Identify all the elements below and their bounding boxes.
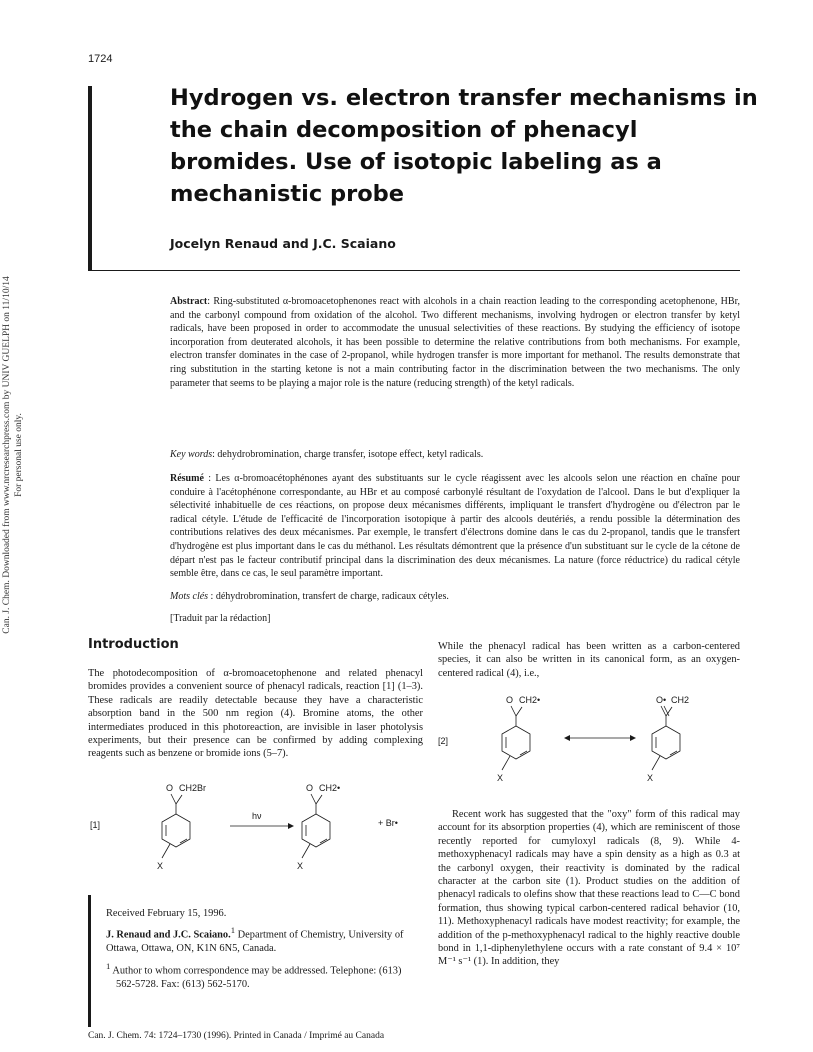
page-number: 1724 <box>88 53 113 65</box>
title-rule-horizontal <box>88 270 740 271</box>
resume-text: : Les α-bromoacétophénones ayant des substituants sur le cycle réagissent avec les alcools selon une réaction en chaîne pour conduire à l'acétophénone correspondante, au HBr et au composé carbonylé résultant de l'oxydation de l'alcool. Dans le but d'expliquer la sélectivité inhabituelle de ces réactions, on propose deux mécanismes différents, impliquant le transfert d'hydrogène ou d'électron par le radical cétyle. L'étude de l'efficacité de l'incorporation isotopique à partir des alcools deutériés, a rendu possible la détermination des contributions relatives des deux mécanismes. Par exemple, le transfert d'électrons domine dans le cas du 2-propanol, tandis que le transfert d'hydrogène est plus important dans le cas du méthanol. Les résultats démontrent que la présence d'un substituant sur le cycle de la cétone de départ n'est pas le facteur contributif principal dans la discrimination des deux mécanismes. La nature (force réductrice) du radical cétyle semble être, dans ce cas, le seul paramètre important. <box>170 473 740 580</box>
received-date: Received February 15, 1996. <box>106 908 227 919</box>
arrow-label: hν <box>252 811 262 821</box>
oxygen-form-oxygen: O• <box>656 695 667 705</box>
carbon-form-group: CH2• <box>519 695 541 705</box>
equation-2-label: [2] <box>438 736 449 746</box>
mots-cles <box>170 590 740 604</box>
right-paragraph-2: Recent work has suggested that the "oxy" form of this radical may account for its absorption properties (4), which are reminiscent of those recently reported for cumyloxyl radicals (8, 9). While 4-methoxyphenacyl radicals may have a spin density as a high as 0.3 at the carbonyl oxygen, their reactivity is dominated by the radical character at the carbon site (1). Product studies on the addition of phenacyl radicals to olefins show that these reactions lead to C—C bond formation, thus showing typical carbon-centered radical behavior (10, 11). Methoxyphenacyl radicals have modest reactivity; for example, the addition of the p-methoxyphenacyl radical to the highly reactive double bond in 1,1-diphenylethylene occurs with a rate constant of 9.4 × 10⁷ M⁻¹ s⁻¹ (1). In addition, they <box>438 809 740 968</box>
resume <box>170 472 740 581</box>
carbon-form-substituent: X <box>497 773 504 783</box>
oxygen-form-substituent: X <box>647 773 654 783</box>
intro-paragraph-1: The photodecomposition of α-bromoacetophenone and related phenacyl bromides provides a convenient source of phenacyl radicals, reaction [1] (1–3). These radicals are readily detectable because they have a characteristic absorption band in the 500 nm region (4). Bromine atoms, the other intermediates produced in this photoreaction, are invisible in laser photolysis experiments, but their presence can be confirmed by adding complexing reagents such as benzene or bromide ions (5–7). <box>88 668 423 760</box>
watermark-line-2: For personal use only. <box>14 413 24 497</box>
resonance-arrow-right-head <box>630 735 636 741</box>
reaction-1-scheme <box>130 778 425 884</box>
download-watermark <box>2 245 24 665</box>
affiliation-authors: J. Renaud and J.C. Scaiano. <box>106 929 231 941</box>
byproduct: + Br• <box>378 818 398 828</box>
equation-1-label: [1] <box>90 820 101 830</box>
resonance-2-scheme <box>490 690 720 790</box>
resonance-arrow-left-head <box>564 735 570 741</box>
reactant-molecule <box>157 783 206 871</box>
right-paragraph-1: While the phenacyl radical has been written as a carbon-centered species, it can also be written in its canonical form, as an oxygen-centered radical (4), i.e., <box>438 641 740 679</box>
product-substituent: X <box>297 861 304 871</box>
keywords-label: Key words <box>170 449 213 460</box>
article-title: Hydrogen vs. electron transfer mechanisms in the chain decomposition of phenacyl bromides. Use of isotopic labeling as a mechanistic probe <box>170 85 758 207</box>
introduction-heading: Introduction <box>88 637 179 652</box>
title-rule-vertical <box>88 86 92 271</box>
product-group: CH2• <box>319 783 341 793</box>
note-rule <box>88 895 91 1027</box>
translation-note: [Traduit par la rédaction] <box>170 613 271 624</box>
affiliation-marker: 1 <box>230 925 236 936</box>
affiliation-text: Department of Chemistry, University of Ottawa, Ottawa, ON, K1N 6N5, Canada. <box>106 929 404 955</box>
carbon-form-oxygen: O <box>506 695 514 705</box>
reactant-group: CH2Br <box>179 783 207 793</box>
footnote-text: Author to whom correspondence may be addressed. Telephone: (613) 562-5728. Fax: (613) 562-5170. <box>112 965 402 990</box>
product-molecule <box>297 783 340 871</box>
mots-cles-text: : déhydrobromination, transfert de charge, radicaux cétyles. <box>208 591 449 602</box>
resume-label: Résumé <box>170 473 204 484</box>
carbon-radical-form <box>497 695 540 783</box>
author-affiliation <box>106 924 421 955</box>
oxygen-form-group: CH2 <box>671 695 690 705</box>
reactant-oxygen: O <box>166 783 174 793</box>
oxygen-radical-form <box>647 695 689 783</box>
abstract-label: Abstract <box>170 296 208 307</box>
abstract-text: : Ring-substituted α-bromoacetophenones react with alcohols in a chain reaction leading to the corresponding acetophenone, HBr, and the carbonyl compound from oxidation of the alcohol. Two different mechanisms, involving hydrogen or electron transfer by ketyl radicals, have been proposed in order to accommodate the unusual selectivities of these reactions. By studying the efficiency of isotope incorporation from deuterated alcohols, it has been possible to determine the relative contributions from both mechanisms. For example, electron transfer dominates in the case of 2-propanol, while hydrogen transfer is more important for methanol. The results demonstrate that ring substitution in the starting ketone is not a main contributing factor in the discrimination between the two mechanisms. The only parameter that seems to be playing a major role is the nature (reducing strength) of the ketyl radicals. <box>170 296 740 389</box>
correspondence-footnote <box>106 960 421 991</box>
footnote-marker: 1 <box>106 960 111 971</box>
watermark-line-1: Can. J. Chem. Downloaded from www.nrcresearchpress.com by UNIV GUELPH on 11/10/14 <box>2 276 12 634</box>
keywords <box>170 448 740 462</box>
article-note-box <box>88 895 423 1027</box>
keywords-text: : dehydrobromination, charge transfer, isotope effect, ketyl radicals. <box>212 449 484 460</box>
reactant-substituent: X <box>157 861 164 871</box>
article-authors: Jocelyn Renaud and J.C. Scaiano <box>170 236 396 251</box>
abstract <box>170 295 740 390</box>
journal-footer: Can. J. Chem. 74: 1724–1730 (1996). Printed in Canada / Imprimé au Canada <box>88 1031 385 1041</box>
reaction-arrow-head <box>288 823 294 829</box>
product-oxygen: O <box>306 783 314 793</box>
mots-cles-label: Mots clés <box>170 591 209 602</box>
